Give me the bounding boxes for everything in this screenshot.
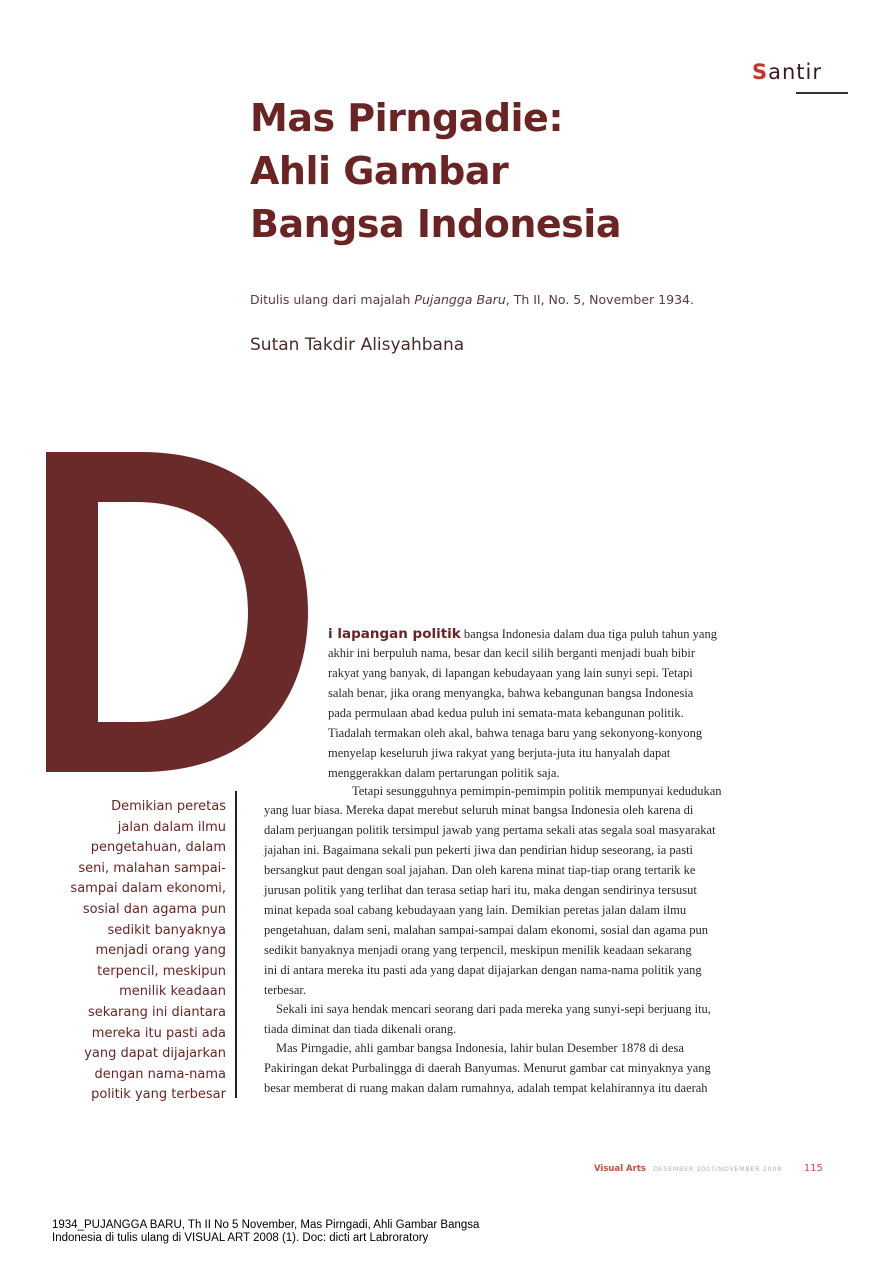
pull-quote-line: sedikit banyaknya	[107, 922, 226, 938]
pull-quote-line: sekarang ini diantara	[87, 1004, 226, 1020]
body-line: jurusan politik yang terlihat dan terasa setiap hari itu, maka dengan sendirinya tersusut	[264, 883, 697, 897]
body-line: pada permulaan abad kedua puluh ini semata-mata kebangunan politik.	[328, 706, 684, 720]
footer-date: DESEMBER 2007/NOVEMBER 2008	[653, 1165, 782, 1173]
body-line: tiada diminat dan tiada dikenali orang.	[264, 1022, 457, 1036]
body-line: besar memberat di ruang makan dalam rumahnya, adalah tempat kelahirannya itu daerah	[264, 1081, 708, 1095]
body-line: pengetahuan, dalam seni, malahan sampai-sampai dalam ekonomi, sosial dan agama pun	[264, 923, 708, 937]
pull-quote-line: dengan nama-nama	[94, 1066, 226, 1082]
body-line: salah benar, jika orang menyangka, bahwa kebangunan bangsa Indonesia	[328, 686, 694, 700]
author-name: Sutan Takdir Alisyahbana	[250, 335, 465, 355]
body-line: i lapangan politik bangsa Indonesia dalam dua tiga puluh tahun yang	[328, 626, 717, 642]
pull-quote-line: terpencil, meskipun	[97, 963, 226, 979]
body-line: terbesar.	[264, 983, 306, 997]
pull-quote-line: menjadi orang yang	[95, 943, 226, 959]
body-line: Sekali ini saya hendak mencari seorang dari pada mereka yang sunyi-sepi berjuang itu,	[276, 1002, 711, 1016]
section-tag-initial: S	[752, 60, 769, 84]
pull-quote-line: yang dapat dijajarkan	[84, 1046, 226, 1062]
body-line: dalam perjuangan politik tersimpul jawab yang pertama sekali atas segala soal masyarakat	[264, 823, 716, 837]
body-line: Mas Pirngadie, ahli gambar bangsa Indonesia, lahir bulan Desember 1878 di desa	[276, 1041, 684, 1055]
page-footer	[594, 1156, 823, 1175]
caption-line: 1934_PUJANGGA BARU, Th II No 5 November, Mas Pirngadi, Ahli Gambar Bangsa	[52, 1219, 480, 1231]
source-suffix: , Th II, No. 5, November 1934.	[505, 292, 694, 307]
body-line: sedikit banyaknya menjadi orang yang terpencil, meskipun menilik keadaan sekarang	[264, 943, 692, 957]
pull-quote-line: sampai dalam ekonomi,	[70, 881, 226, 897]
pull-quote-line: menilik keadaan	[119, 984, 226, 1000]
pull-quote-line: Demikian peretas	[111, 799, 226, 814]
body-line: Tetapi sesungguhnya pemimpin-pemimpin politik mempunyai kedudukan	[352, 784, 722, 798]
lead-in-bold: i lapangan politik	[328, 626, 461, 642]
body-line: bersangkut paut dengan soal jajahan. Dan oleh karena minat tiap-tiap orang tertarik ke	[264, 863, 696, 877]
pull-quote-line: sosial dan agama pun	[82, 901, 226, 917]
body-line: Tiadalah termakan oleh akal, bahwa tenaga baru yang sekonyong-konyong	[328, 726, 703, 740]
source-publication: Pujangga Baru	[414, 292, 506, 307]
image-caption	[52, 1219, 752, 1245]
title-line: Mas Pirngadie:	[250, 96, 564, 140]
pull-quote	[52, 797, 226, 1106]
pull-quote-line: mereka itu pasti ada	[91, 1025, 226, 1041]
body-line: Pakiringan dekat Purbalingga di daerah Banyumas. Menurut gambar cat minyaknya yang	[264, 1061, 711, 1075]
body-line: yang luar biasa. Mereka dapat merebut seluruh minat bangsa Indonesia oleh karena di	[264, 803, 694, 817]
footer-magazine: Visual Arts	[594, 1164, 646, 1174]
pull-quote-rule	[235, 791, 237, 1098]
body-line: menggerakkan dalam pertarungan politik saja.	[328, 766, 560, 780]
pull-quote-line: pengetahuan, dalam	[90, 840, 226, 856]
pull-quote-line: seni, malahan sampai-	[78, 860, 226, 876]
section-tag-rest: antir	[768, 60, 823, 84]
source-prefix: Ditulis ulang dari majalah	[250, 292, 415, 307]
body-line: menyelap keseluruh jiwa rakyat yang berjuta-juta itu hanyalah dapat	[328, 746, 671, 760]
pull-quote-line: jalan dalam ilmu	[117, 819, 226, 835]
body-line: akhir ini berpuluh nama, besar dan kecil silih berganti menjadi buah bibir	[328, 646, 696, 660]
page-number: 115	[803, 1163, 823, 1174]
caption-line: Indonesia di tulis ulang di VISUAL ART 2008 (1). Doc: dicti art Labroratory	[52, 1232, 429, 1244]
title-line: Bangsa Indonesia	[250, 202, 621, 246]
body-line: jajahan ini. Bagaimana sekali pun pekerti jiwa dan pendirian hidup seseorang, ia pasti	[264, 843, 694, 857]
body-line: minat kepada soal cabang kebudayaan yang lain. Demikian peretas jalan dalam ilmu	[264, 903, 687, 917]
body-line: rakyat yang banyak, di lapangan kebudayaan yang lain sunyi sepi. Tetapi	[328, 666, 693, 680]
body-line: ini di antara mereka itu pasti ada yang dapat dijajarkan dengan nama-nama politik yang	[264, 963, 702, 977]
title-line: Ahli Gambar	[250, 149, 509, 193]
pull-quote-line: politik yang terbesar	[91, 1087, 226, 1103]
